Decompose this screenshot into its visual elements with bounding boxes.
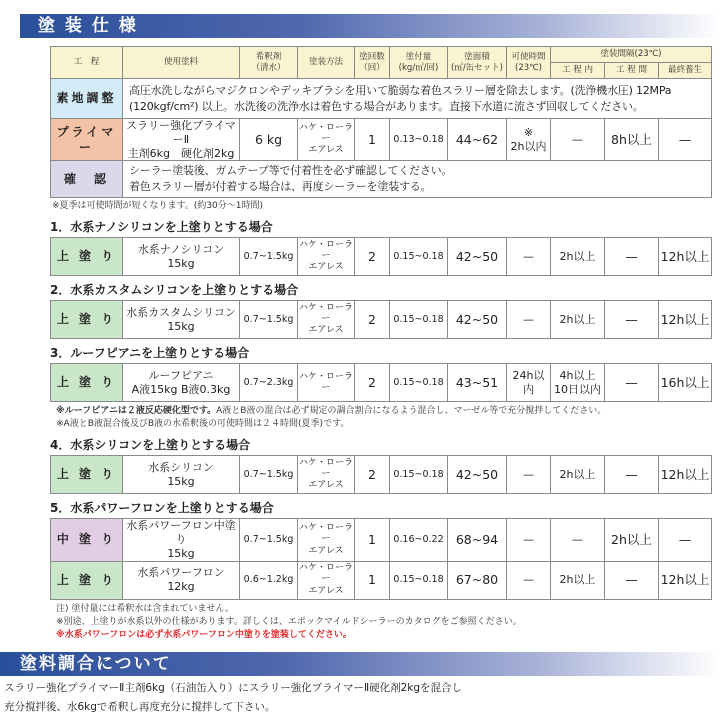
main-note: ※夏季は可使時間が短くなります。(約30分～1時間) (52, 201, 264, 212)
process-label: 上 塗 り (51, 301, 123, 339)
mixing-text: 充分撹拌後、水6kgで希釈し再度充分に撹拌して下さい。 (4, 700, 276, 713)
section-heading: 5．水系パワーフロンを上塗りとする場合 (50, 501, 274, 516)
cell-8: — (605, 238, 659, 276)
cell-4: 0.16~0.22 (390, 519, 448, 561)
header-cell: 塗回数 （回） (355, 47, 390, 79)
process-label: 上 塗 り (51, 364, 123, 402)
cell-1: 0.7~1.5kg (240, 238, 298, 276)
cell-3: 1 (355, 119, 390, 161)
note-text: ※A液とB液混合後及びB液の水希釈後の可使時間は２４時間(夏季)です。 (56, 419, 350, 430)
header-cell: 可使時間 (23℃) (507, 47, 551, 79)
spec-table-3 (50, 363, 712, 402)
header-cell: 使用塗料 (123, 47, 240, 79)
table-row (51, 561, 712, 599)
cell-6: — (507, 238, 551, 276)
table-row (51, 301, 712, 339)
cell-1: 0.6~1.2kg (240, 561, 298, 599)
table-row (51, 238, 712, 276)
section-title-spec: 塗 装 仕 様 (20, 14, 720, 38)
cell-2: ハケ・ローラー (298, 364, 355, 402)
cell-0: ルーフピアニ A液15kg B液0.3kg (123, 364, 240, 402)
header-cell: 工 程 (51, 47, 123, 79)
cell-2: ハケ・ローラー エアレス (298, 561, 355, 599)
header-cell: 希釈剤 （清水） (240, 47, 298, 79)
spec-table-1 (50, 237, 712, 276)
section-heading: 1．水系ナノシリコンを上塗りとする場合 (50, 220, 273, 235)
cell-7: — (551, 519, 605, 561)
cell-8: — (605, 561, 659, 599)
cell-7: — (551, 119, 605, 161)
mixing-text: スラリー強化プライマーⅡ主剤6kg（石油缶入り）にスラリー強化プライマーⅡ硬化剤2kgを混合し (4, 681, 463, 694)
cell-5: 42~50 (448, 238, 507, 276)
header-cell: 塗面積 (㎡/缶セット) (448, 47, 507, 79)
cell-8: — (605, 456, 659, 494)
cell-1: 0.7~1.5kg (240, 301, 298, 339)
cell-1: 0.7~1.5kg (240, 456, 298, 494)
cell-9: 12h以上 (659, 561, 712, 599)
process-label: 上 塗 り (51, 456, 123, 494)
cell-2: ハケ・ローラー エアレス (298, 301, 355, 339)
cell-5: 42~50 (448, 456, 507, 494)
cell-8: 2h以上 (605, 519, 659, 561)
cell-0: スラリー強化プライマーⅡ 主剤6kg 硬化剤2kg (123, 119, 240, 161)
spec-table-main (50, 46, 712, 198)
cell-4: 0.15~0.18 (390, 301, 448, 339)
cell-5: 67~80 (448, 561, 507, 599)
cell-7: 2h以上 (551, 301, 605, 339)
header-cell: 塗装方法 (298, 47, 355, 79)
note-text: A液とB液の混合は必ず規定の調合割合になるよう混合し、マーゼル等で充分撹拌してください。 (216, 406, 607, 417)
cell-5: 68~94 (448, 519, 507, 561)
header-cell: 工 程 間 (605, 63, 659, 79)
cell-9: 16h以上 (659, 364, 712, 402)
cell-3: 2 (355, 456, 390, 494)
cell-9: — (659, 519, 712, 561)
section-title-mixing: 塗料調合について (0, 652, 720, 676)
cell-4: 0.15~0.18 (390, 364, 448, 402)
cell-4: 0.13~0.18 (390, 119, 448, 161)
spec-table-2 (50, 300, 712, 339)
cell-2: ハケ・ローラー エアレス (298, 238, 355, 276)
cell-0: 水系ナノシリコン 15kg (123, 238, 240, 276)
header-cell: 塗装間隔(23℃) (551, 47, 712, 63)
header-row (51, 47, 712, 63)
process-description: シーラー塗装後、ガムテープ等で付着性を必ず確認してください。 着色スラリー層が付着する場合は、再度シーラーを塗装する。 (123, 161, 712, 198)
process-description: 高圧水洗しながらマジクロンやデッキブラシを用いて脆弱な着色スラリー層を除去します。(洗浄機水圧) 12MPa (120kgf/cm²) 以上。水洗後の洗浄水は着色する場合があります。直接下水道に流さず回収してください。 (123, 79, 712, 119)
cell-9: — (659, 119, 712, 161)
cell-8: — (605, 301, 659, 339)
cell-0: 水系パワーフロン 12kg (123, 561, 240, 599)
process-label: 上 塗 り (51, 561, 123, 599)
cell-3: 2 (355, 238, 390, 276)
header-cell: 塗付量 (kg/㎡/回) (390, 47, 448, 79)
header-cell: 工 程 内 (551, 63, 605, 79)
cell-6: — (507, 301, 551, 339)
footnote: ※別途、上塗りが水系以外の仕様があります。詳しくは、エポックマイルドシーラーのカタログをご参照ください。 (56, 616, 522, 627)
section-heading: 4．水系シリコンを上塗りとする場合 (50, 438, 251, 453)
cell-0: 水系カスタムシリコン 15kg (123, 301, 240, 339)
cell-8: 8h以上 (605, 119, 659, 161)
process-label: 素地調整 (51, 79, 123, 119)
cell-6: — (507, 456, 551, 494)
spec-table-4 (50, 455, 712, 494)
cell-1: 0.7~1.5kg (240, 519, 298, 561)
table-row-check (51, 161, 712, 198)
cell-3: 2 (355, 301, 390, 339)
cell-1: 6 kg (240, 119, 298, 161)
cell-0: 水系シリコン 15kg (123, 456, 240, 494)
cell-7: 2h以上 (551, 456, 605, 494)
cell-3: 1 (355, 561, 390, 599)
footnote-warning: ※水系パワーフロンは必ず水系パワーフロン中塗りを塗装してください。 (56, 629, 352, 640)
cell-0: 水系パワーフロン中塗り 15kg (123, 519, 240, 561)
table-row (51, 456, 712, 494)
cell-9: 12h以上 (659, 238, 712, 276)
cell-8: — (605, 364, 659, 402)
cell-2: ハケ・ローラー エアレス (298, 456, 355, 494)
table-row (51, 519, 712, 561)
process-label: 上 塗 り (51, 238, 123, 276)
cell-4: 0.15~0.18 (390, 238, 448, 276)
cell-7: 2h以上 (551, 238, 605, 276)
cell-2: ハケ・ローラー エアレス (298, 119, 355, 161)
cell-1: 0.7~2.3kg (240, 364, 298, 402)
cell-6: — (507, 561, 551, 599)
cell-6: 24h以内 (507, 364, 551, 402)
note-bold: ※ルーフピアニは２液反応硬化型です。 (56, 406, 217, 417)
cell-7: 4h以上 10日以内 (551, 364, 605, 402)
section-note (56, 418, 720, 431)
section-note (56, 405, 720, 418)
cell-5: 42~50 (448, 301, 507, 339)
cell-6: — (507, 519, 551, 561)
cell-2: ハケ・ローラー エアレス (298, 519, 355, 561)
cell-9: 12h以上 (659, 301, 712, 339)
cell-4: 0.15~0.18 (390, 561, 448, 599)
footnote: 注) 塗付量には希釈水は含まれていません。 (56, 603, 234, 614)
cell-3: 1 (355, 519, 390, 561)
cell-5: 43~51 (448, 364, 507, 402)
section-heading: 3．ルーフピアニを上塗りとする場合 (50, 346, 250, 361)
cell-9: 12h以上 (659, 456, 712, 494)
header-cell: 最終養生 (659, 63, 712, 79)
spec-table-5 (50, 518, 712, 599)
cell-7: 2h以上 (551, 561, 605, 599)
process-label: 確 認 (51, 161, 123, 198)
process-label: プライマー (51, 119, 123, 161)
cell-3: 2 (355, 364, 390, 402)
table-row-prep (51, 79, 712, 119)
process-label: 中 塗 り (51, 519, 123, 561)
cell-6: ※ 2h以内 (507, 119, 551, 161)
table-row (51, 364, 712, 402)
cell-5: 44~62 (448, 119, 507, 161)
cell-4: 0.15~0.18 (390, 456, 448, 494)
table-row (51, 119, 712, 161)
section-heading: 2．水系カスタムシリコンを上塗りとする場合 (50, 283, 299, 298)
